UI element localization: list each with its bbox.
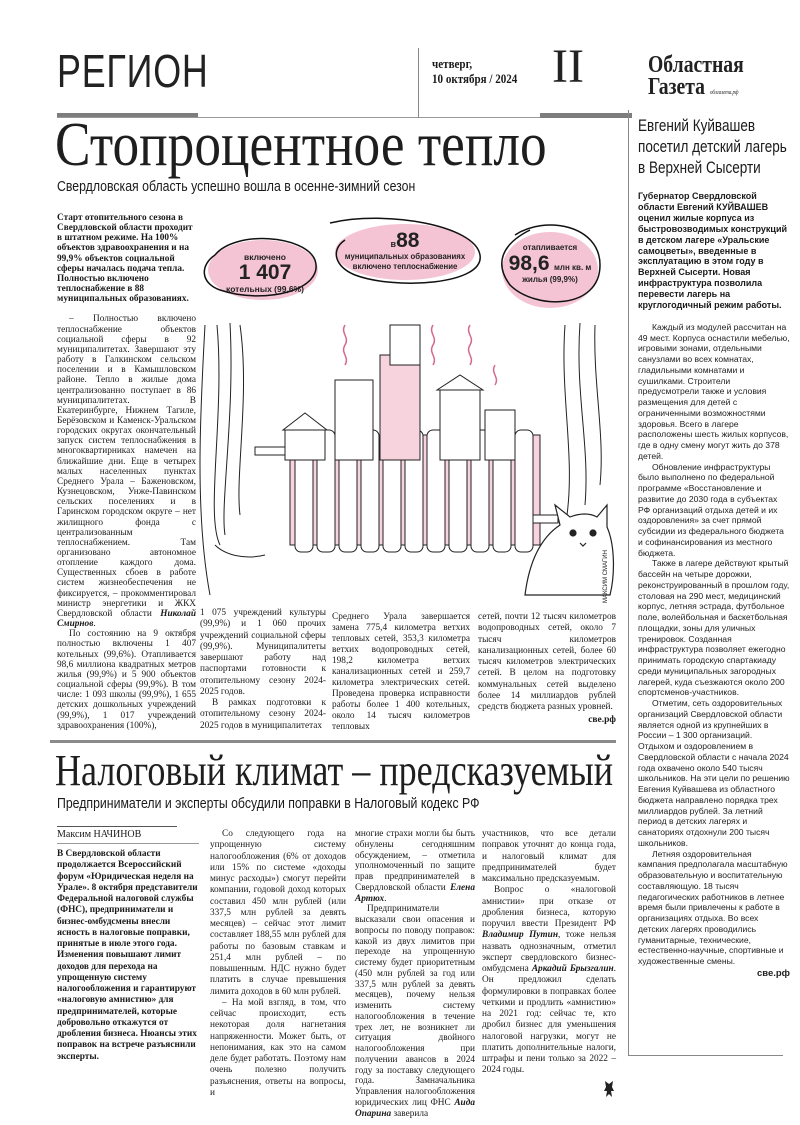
section-rubric: РЕГИОН [57, 45, 209, 97]
sidebar-body [638, 322, 790, 980]
stat-label: жилья (99,9%) [522, 275, 578, 284]
sidebar-headline: Евгений Куйвашев посетил детский лагерь в Верхней Сысерти [638, 117, 787, 177]
photo-credit: МАКСИМ СМАГИН [603, 550, 609, 603]
stat-boilers [205, 252, 325, 294]
stat-housing [500, 243, 600, 284]
issue-weekday: четверг, [432, 56, 473, 71]
article1-paragraph: Среднего Урала завершается замена 775,4 километра ветхих тепловых сетей, 353,3 километра ветхих водопроводных сетей, 198,2 километра ветхих канализационных сетей и 259,7 километра электрических сетей. Проведена проверка исправности работы более 1 400 котельных, около 14 тысяч километров тепловых [332, 612, 470, 733]
article-divider [50, 740, 616, 743]
article2-paragraph: многие страхи могли бы быть обнулены сегодняшним обсуждением, – отметила уполномоченный по защите прав предпринимателей в Свердловской области Елена Артюх. [355, 829, 475, 904]
article1-subtitle: Свердловская область успешно вошла в осенне-зимний сезон [57, 178, 416, 195]
issue-date [432, 56, 517, 86]
sidebar-source: све.рф [756, 967, 790, 979]
article2-author: Максим НАЧИНОВ [57, 829, 142, 840]
curtain-right [564, 323, 601, 515]
paragraph-text: заверила [391, 1108, 429, 1119]
sidebar-paragraph: Отметим, сеть оздоровительных организаций Свердловской области является одной из крупнейших в России – 1 300 организаций. Отдыхом и оздоровлением в Свердловской области с начала 2024 года охвачено около 540 тысяч школьников. На эти цели по решению Евгения Куйвашева из областного бюджета направлено порядка трех миллиардов рублей. За летний период в детских лагерях и санаториях отдохнули 200 тысяч школьников. [638, 698, 790, 848]
curtain-left [200, 323, 265, 595]
article2-lead: В Свердловской области продолжается Всероссийский форум «Юридическая неделя на Урале». 8 октября представители Федеральной налоговой службы (ФНС), предприниматели и бизнес-омбудсмены внесли ясность в налоговые поправки, принятые в июле этого года. Изменения повышают лимит доходов для перехода на упрощенную систему налогообложения и гарантируют «налоговую амнистию» для предпринимателей, которые добровольно откажутся от дробления бизнеса. Нюансы этих поправок на встрече разъяснили эксперты. [57, 849, 198, 1062]
article1-paragraph: 1 075 учреждений культуры (99,9%) и 1 060 прочих учреждений социальной сферы (99,9%). Муниципалитеты завершают работу над паспортами готовности к отопительному сезону 2024-2025 годов. [200, 608, 326, 697]
article1-paragraph: По состоянию на 9 октября полностью включены 1 407 котельных (99,6%). Отапливается 98,6 миллиона квадратных метров жилья (99,9%) и 5 900 объектов социальной сферы (99,9%). В том числе: 1 093 школы (99,9%), 1 655 детских дошкольных учреждений (99,9%), 1 017 учреждений здравоохранения (100%), [57, 629, 196, 731]
issue-date-text: 10 октября / 2024 [432, 71, 518, 86]
article2-column-2 [210, 829, 346, 1099]
article1-headline: Стопроцентное тепло [55, 111, 547, 179]
logo-line2: Газета [648, 74, 706, 100]
article1-paragraph: сетей, почти 12 тысяч километров водопроводных сетей, около 7 тысяч километров канализационных сетей, более 60 тысяч километров электрических сетей. В целом на подготовку коммунальных сетей выделено более 14 миллиардов рублей средств бюджета разных уровней. [478, 612, 616, 712]
article2-paragraph [355, 904, 475, 1119]
stat-municipalities [335, 230, 475, 271]
stat-value: 88 [396, 229, 420, 252]
paragraph-text: . Он предложил сделать формулировки в поправках более четкими и продлить «амнистию» на 2021 год: сейчас те, кто дробил бизнес для уменьшения налоговой нагрузки, могут не платить дополнительные налоги, штрафы и пени только за 2022 – 2024 годы. [482, 964, 616, 1076]
stat-label: котельных (99,6%) [226, 284, 304, 294]
article2-column-1 [57, 849, 199, 1063]
person-name: Аида Опарина [355, 1097, 475, 1119]
sidebar-paragraph: Обновление инфраструктуры было выполнено по федеральной программе «Восстановление и развитие до 2030 года в субъектах РФ организаций отдыха детей и их оздоровления» за счет прямой субсидии из федерального бюджета и софинансирования из местного бюджета. [638, 461, 784, 558]
paragraph-text: многие страхи могли бы быть обнулены сегодняшним обсуждением, – отметила уполномоченный по защите прав предпринимателей в Свердловской области [355, 829, 475, 893]
sidebar-paragraph: Каждый из модулей рассчитан на 49 мест. Корпуса оснастили мебелью, игровыми зонами, отдельными санузлами во всех комнатах, гладильными комнатами и сушилками. Строители предусмотрели также и условия размещения для детей с ограниченными возможностями здоровья. Всего в лагере расположены шесть жилых корпусов, где в одну смену могут жить до 378 детей. [638, 321, 790, 461]
paragraph-text: Предприниматели высказали свои опасения и вопросы по поводу поправок: какой из двух лимитов при переходе на упрощенную систему будет приоритетным (450 млн рублей за год или 337,5 млн рублей за девять месяцев), почему нельзя изменить систему налогообложения в течение трех лет, не возникнет ли ситуация двойного налогообложения при получении авансов в 2024 году за поставку следующего года. Замначальника Управления налогообложения юридических лиц ФНС [355, 904, 475, 1108]
coat-of-arms-icon [602, 1079, 616, 1099]
stat-unit: млн кв. м [553, 263, 592, 272]
article1-paragraph [57, 314, 196, 629]
person-name: Николай Смирнов [57, 608, 196, 630]
stat-label: муниципальных образованиях включено теплоснабжение [344, 252, 466, 271]
stat-value: 1 407 [238, 261, 292, 284]
person-name: Владимир Путин [482, 930, 558, 941]
sidebar-bottom-rule [628, 1055, 783, 1056]
article1-paragraph: В рамках подготовки к отопительному сезону 2024-2025 годов в муниципалитетах [200, 698, 326, 731]
article1-column-4 [478, 612, 616, 727]
article2-paragraph: участников, что все детали поправок уточнят до конца года, и налоговый климат для предпринимателей будет максимально предсказуемым. [482, 829, 616, 884]
city-buildings [283, 325, 515, 460]
stat-value: 98,6 [508, 252, 550, 275]
sidebar-paragraph: Летняя оздоровительная кампания предполагала масштабную образовательную и воспитательную составляющую. 18 тысяч педагогических работников в летнее время были привлечены к работе в организациях отдыха. Во всех детских лагерях проводились гуманитарные, технические, естественно-научные, спортивные и художественные смены. [638, 848, 788, 967]
article2-paragraph: Со следующего года на упрощенную систему налогообложения (6% от доходов или 15% по системе «доходы минус расходы») смогут перейти компании, годовой доход которых составил 450 млн рублей (или 337,5 млн рублей за девять месяцев) – сейчас этот лимит составляет 188,55 млн рублей для работы по базовым ставкам и 251,4 млн рублей – по повышенным. НДС нужно будет платить в случае превышения лимита доходов в 60 млн рублей. [210, 829, 346, 997]
paragraph-text: , тоже нельзя назвать однозначным, отметил эксперт свердловского бизнес-омбудсмена [482, 930, 616, 974]
paragraph-text: Вопрос о «налоговой амнистии» при отказе от дробления бизнеса, которую поручил ввести Президент РФ [482, 885, 616, 929]
article2-headline: Налоговый климат – предсказуемый [55, 746, 614, 795]
paragraph-text: . [93, 619, 96, 630]
sidebar-rule [628, 110, 629, 1055]
stat-label: отапливается [522, 243, 578, 252]
logo-site: облгазета.рф [709, 90, 739, 96]
article1-column-2 [200, 608, 326, 732]
article1-column-1 [57, 213, 196, 731]
author-rule-bottom [57, 843, 199, 844]
paragraph-text: – Полностью включено теплоснабжение объектов социальной сферы в 92 муниципалитетах. Завершают эту работу в Галкинском сельском поселении и в Камышловском районе. Тепло в жилые дома централизованно поступает в 86 муниципалитетах. В Екатеринбурге, Нижнем Тагиле, Берёзовском и Каменск-Уральском городских округах окончательный запуск систем теплоснабжения в многоквартирниках намечен на ближайшие дни. Еще в четырех малых населенных пунктах Среднего Урала – Баженовском, Кузнецовском, Унже-Павинском сельских поселениях и в Гаринском городском округе – нет жилищного фонда с централизованным теплоснабжением. Там организовано автономное отопление каждого дома. Существенных сбоев в работе систем жизнеобеспечения не фиксируется, – прокомментировал министр энергетики и ЖКХ Свердловской области [57, 314, 196, 619]
author-rule [57, 826, 177, 827]
article1-source: све.рф [588, 715, 616, 726]
article2-paragraph [482, 885, 616, 1076]
person-name: Елена Артюх [355, 882, 475, 904]
sidebar-lead: Губернатор Свердловской области Евгений КУЙВАШЕВ оценил жилые корпуса из быстровозводимых конструкций в детском лагере «Уральские самоцветы», введенные в эксплуатацию в этом году в Верхней Сысерти. Новая инфраструктура позволила перевести лагерь на круглогодичный режим работы. [638, 191, 788, 311]
sidebar-article [638, 116, 790, 980]
page-number: II [552, 40, 584, 93]
person-name: Аркадий Брызгалин [531, 964, 614, 974]
article2-column-4 [482, 829, 616, 1099]
article1-column-3 [332, 612, 470, 734]
logo-line1: Областная [648, 52, 744, 78]
article2-column-3 [355, 829, 475, 1119]
article2-paragraph: – На мой взгляд, в том, что сейчас происходит, есть некоторая доля нагнетания напряженности. Может быть, от непонимания, как это на самом деле будет работать. Поэтому нам очень полезно получить разъяснения, ответы на вопросы, и [210, 997, 346, 1098]
header-divider [418, 48, 419, 118]
page-number-bar [540, 113, 632, 118]
sidebar-paragraph: Также в лагере действуют крытый бассейн на четыре дорожки, реконструированный в прошлом году, столовая на 290 мест, медицинский корпус, летняя эстрада, футбольное поле, волейбольная и баскетбольная площадки, зоны для уличных тренировок. Созданная инфраструктура позволяет ежегодно принимать городскую спартакиаду среди муниципальных загородных лагерей, куда съезжаются около 200 спортсменов-участников. [638, 558, 790, 698]
stat-label: включено [244, 252, 286, 262]
article2-subtitle: Предприниматели и эксперты обсудили поправки в Налоговый кодекс РФ [57, 795, 480, 812]
newspaper-logo [648, 54, 744, 104]
stat-prefix: в [390, 239, 397, 249]
article1-lead: Старт отопительного сезона в Свердловской области проходит в штатном режиме. На 100% объектов здравоохранения и на 99,9% объектов социальной сферы началась подача тепла. Полностью включено теплоснабжение в 88 муниципальных образованиях. [57, 213, 193, 305]
